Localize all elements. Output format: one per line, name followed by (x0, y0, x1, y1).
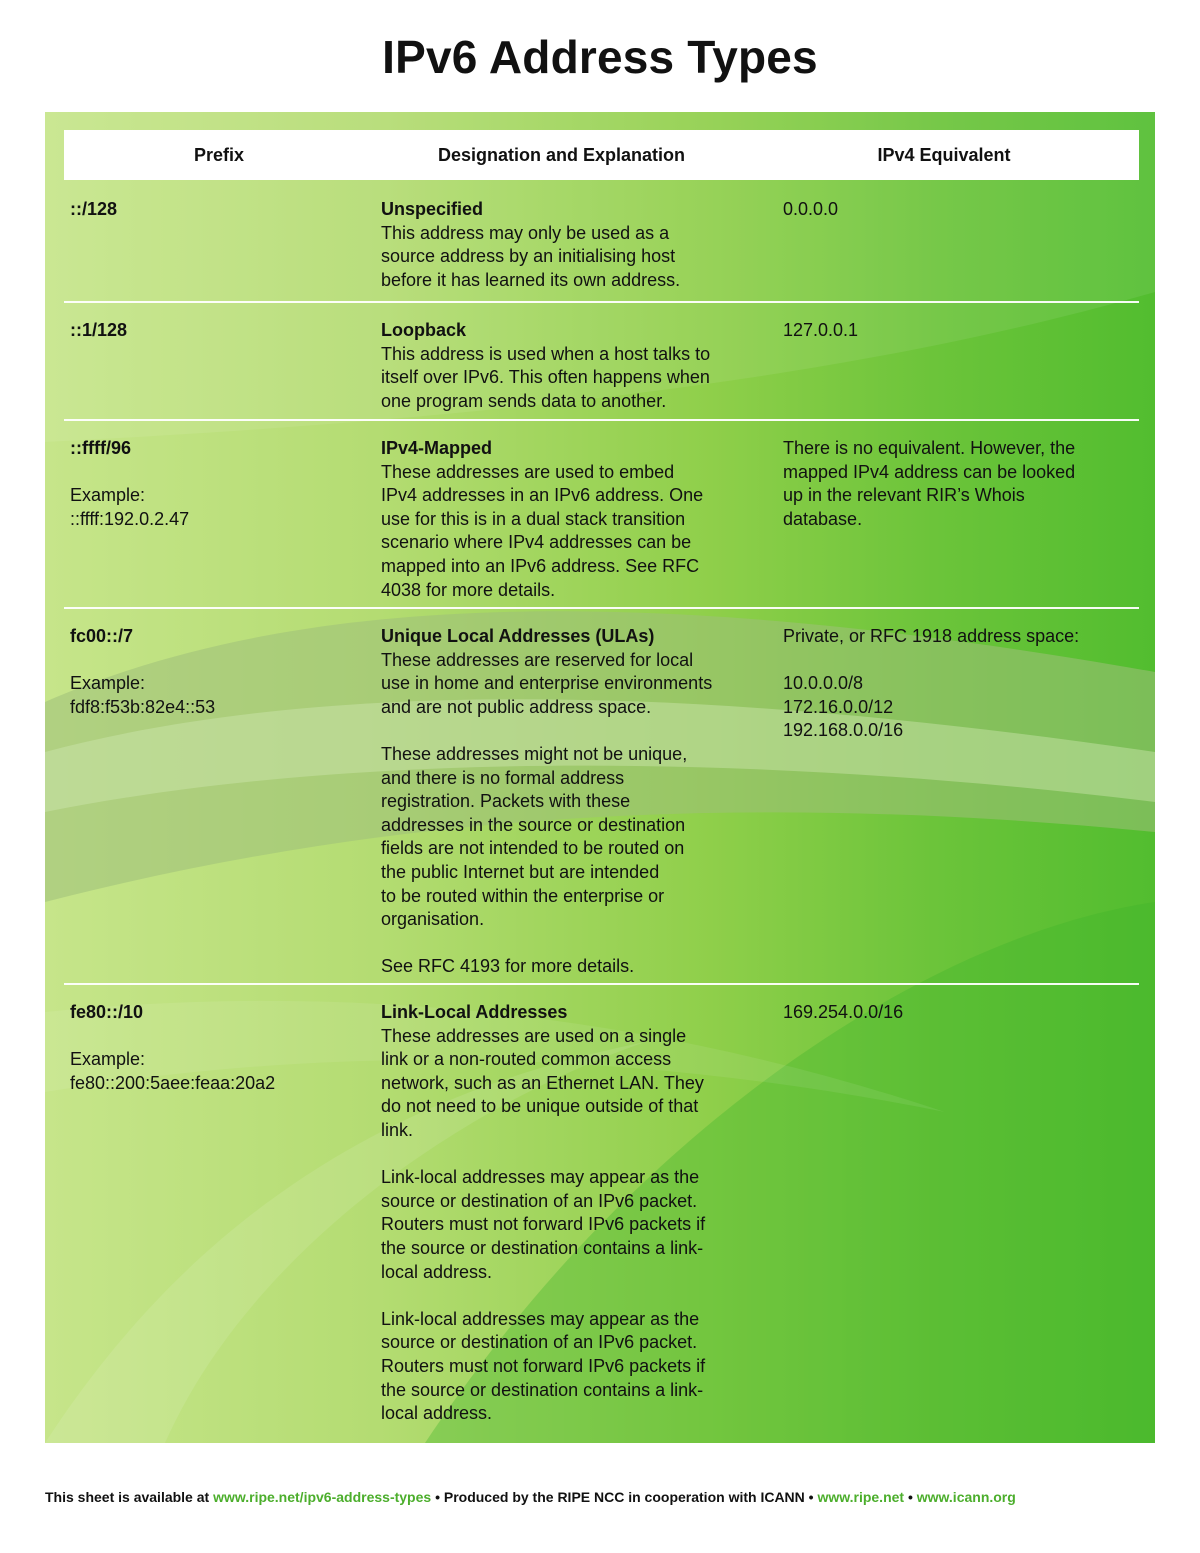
prefix-cell (70, 198, 360, 222)
footer-separator: • (904, 1489, 917, 1505)
prefix-value: fc00::/7 (70, 626, 134, 646)
designation-cell: Unique Local Addresses (ULAs) These addresses are reserved for local use in home and enterprise environments and are not public address space. These addresses might not be unique, and there is no formal address registration. Packets with these addresses in the source or destination fields are not intended to be routed on the public Internet but are intended to be routed within the enterprise or organisation. See RFC 4193 for more details. (381, 625, 761, 979)
prefix-value: ::ffff/96 (70, 438, 131, 458)
footer-text: This sheet is available at (45, 1489, 214, 1505)
prefix-cell: fe80::/10 Example: fe80::200:5aee:feaa:20a2 (70, 1001, 360, 1095)
designation-cell: Loopback This address is used when a host talks to itself over IPv6. This often happens when one program sends data to another. (381, 319, 761, 413)
footer (45, 1489, 1155, 1505)
designation-cell: Unspecified This address may only be used as a source address by an initialising host before it has learned its own address. (381, 198, 761, 292)
designation-title: Unspecified (381, 199, 484, 219)
footer-link-icann[interactable]: www.icann.org (916, 1489, 1016, 1505)
designation-title: IPv4-Mapped (381, 438, 493, 458)
footer-link-sheet[interactable]: www.ripe.net/ipv6-address-types (213, 1489, 432, 1505)
prefix-value: fe80::/10 (70, 1002, 144, 1022)
ipv4-cell: Private, or RFC 1918 address space: 10.0.0.0/8 172.16.0.0/12 192.168.0.0/16 (783, 626, 1080, 741)
footer-link-ripe[interactable]: www.ripe.net (817, 1489, 905, 1505)
table-header (64, 130, 1139, 180)
header-ipv4: IPv4 Equivalent (877, 144, 1011, 165)
header-designation: Designation and Explanation (437, 144, 686, 165)
designation-cell: IPv4-Mapped These addresses are used to embed IPv4 addresses in an IPv6 address. One use for this is in a dual stack transition scenario where IPv4 addresses can be mapped into an IPv6 address. See RFC 4038 for more details. (381, 437, 761, 602)
table-row (64, 985, 1139, 1435)
table-row (64, 421, 1139, 609)
prefix-value: ::1/128 (70, 320, 128, 340)
header-prefix: Prefix (193, 144, 245, 165)
table-row (64, 609, 1139, 985)
prefix-cell: ::ffff/96 Example: ::ffff:192.0.2.47 (70, 437, 360, 531)
designation-title: Loopback (381, 320, 467, 340)
ipv4-cell: 0.0.0.0 (783, 199, 839, 219)
designation-cell: Link-Local Addresses These addresses are used on a single link or a non-routed common access network, such as an Ethernet LAN. They do not need to be unique outside of that link. Link-local addresses may appear as the source or destination of an IPv6 packet. Routers must not forward IPv6 packets if the source or destination contains a link- local address. Link-local addresses may appear as the source or destination of an IPv6 packet. Routers must not forward IPv6 packets if the source or destination contains a link- local address. (381, 1001, 761, 1426)
ipv4-cell: There is no equivalent. However, the mapped IPv4 address can be looked up in the relevant RIR’s Whois database. (783, 438, 1076, 529)
prefix-cell (70, 319, 360, 343)
designation-title: Unique Local Addresses (ULAs) (381, 626, 655, 646)
ipv4-cell: 127.0.0.1 (783, 320, 859, 340)
footer-text: • Produced by the RIPE NCC in cooperation with ICANN • (431, 1489, 818, 1505)
table-row (64, 182, 1139, 303)
designation-title: Link-Local Addresses (381, 1002, 568, 1022)
prefix-value: ::/128 (70, 199, 118, 219)
ipv4-cell: 169.254.0.0/16 (783, 1002, 904, 1022)
page-title: IPv6 Address Types (382, 31, 818, 83)
table-row (64, 303, 1139, 421)
table-panel (45, 112, 1155, 1443)
prefix-cell: fc00::/7 Example: fdf8:f53b:82e4::53 (70, 625, 360, 719)
